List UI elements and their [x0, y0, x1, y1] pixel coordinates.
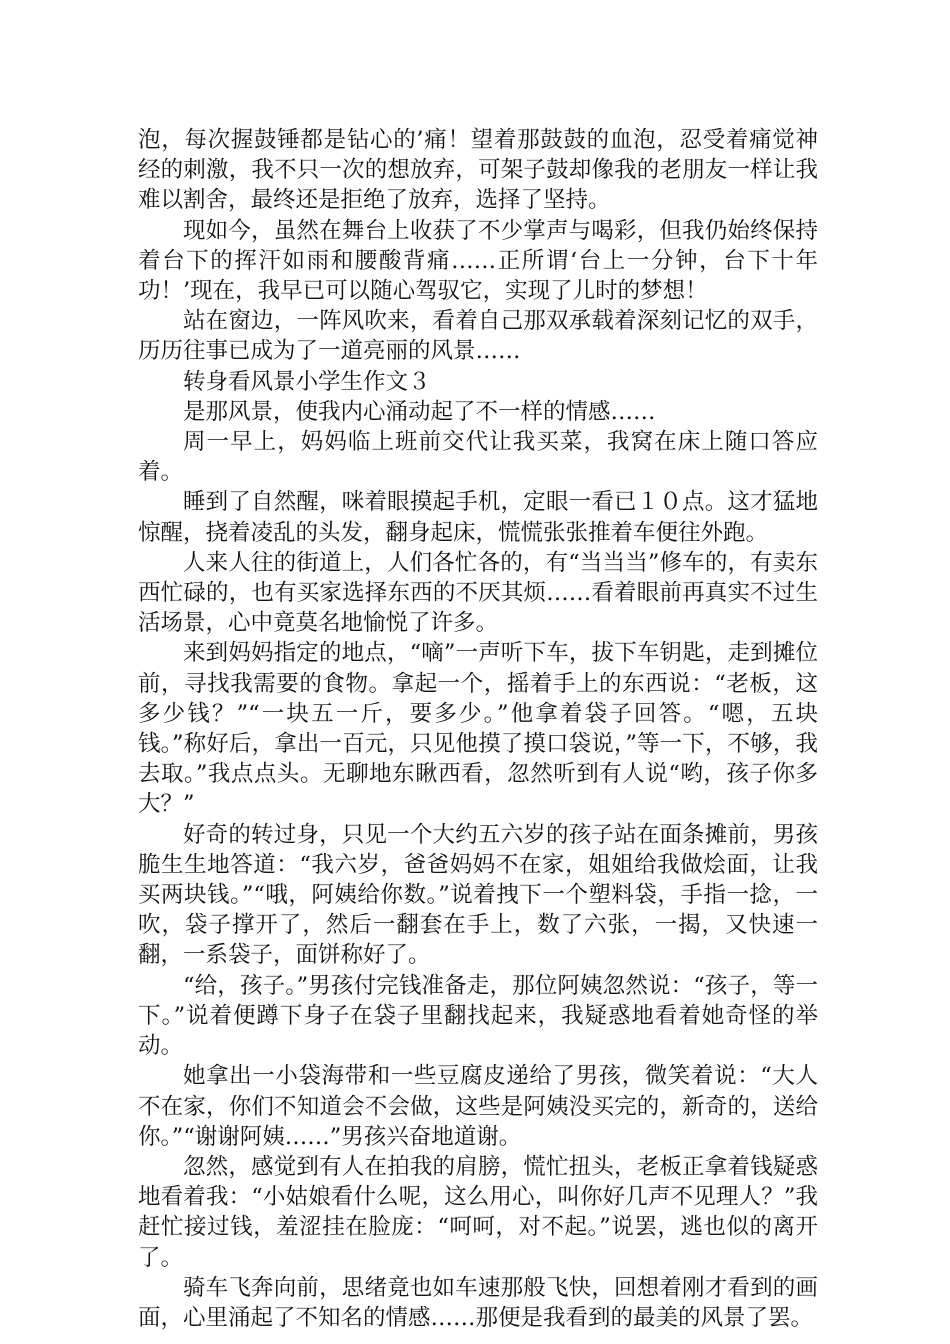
paragraph: 人来人往的街道上，人们各忙各的，有“当当当”修车的，有卖东西忙碌的，也有买家选择东西的不厌其烦……看着眼前再真实不过生活场景，心中竟莫名地愉悦了许多。	[138, 549, 818, 637]
paragraph: 忽然，感觉到有人在拍我的肩膀，慌忙扭头，老板正拿着钱疑惑地看着我：“小姑娘看什么呢，这么用心，叫你好几声不见理人？”我赶忙接过钱，羞涩挂在脸庞：“呵呵，对不起。”说罢，逃也似的离开了。	[138, 1153, 818, 1271]
paragraph-continued: 泡，每次握鼓锤都是钻心的’痛！望着那鼓鼓的血泡，忍受着痛觉神经的刺激，我不只一次的想放弃，可架子鼓却像我的老朋友一样让我难以割舍，最终还是拒绝了放弃，选择了坚持。	[138, 127, 818, 214]
paragraph: 周一早上，妈妈临上班前交代让我买菜，我窝在床上随口答应着。	[138, 429, 818, 486]
document-page	[138, 125, 818, 1333]
paragraph: 睡到了自然醒，咪着眼摸起手机，定眼一看已１０点。这才猛地惊醒，挠着凌乱的头发，翻身起床，慌慌张张推着车便往外跑。	[138, 489, 818, 546]
paragraph: 来到妈妈指定的地点，“嘀”一声听下车，拔下车钥匙，走到摊位前，寻找我需要的食物。拿起一个，摇着手上的东西说：“老板，这多少钱？”“一块五一斤，要多少。”他拿着袋子回答。“嗯，五块钱。”称好后，拿出一百元，只见他摸了摸口袋说，”等一下，不够，我去取。”我点点头。无聊地东瞅西看，忽然听到有人说“哟，孩子你多大？”	[138, 640, 818, 818]
paragraph: “给，孩子。”男孩付完钱准备走，那位阿姨忽然说：“孩子，等一下。”说着便蹲下身子在袋子里翻找起来，我疑惑地看着她奇怪的举动。	[138, 972, 818, 1060]
paragraph: 骑车飞奔向前，思绪竟也如车速那般飞快，回想着刚才看到的画面，心里涌起了不知名的情感……那便是我看到的最美的风景了罢。	[138, 1274, 818, 1331]
paragraph: 现如今，虽然在舞台上收获了不少掌声与喝彩，但我仍始终保持着台下的挥汗如雨和腰酸背痛……正所谓‘台上一分钟，台下十年功！’现在，我早已可以随心驾驭它，实现了儿时的梦想！	[138, 217, 818, 305]
paragraph: 是那风景，使我内心涌动起了不一样的情感……	[183, 398, 656, 425]
paragraph: 站在窗边，一阵风吹来，看着自己那双承载着深刻记忆的双手，历历往事已成为了一道亮丽的风景……	[138, 308, 818, 365]
paragraph: 她拿出一小袋海带和一些豆腐皮递给了男孩，微笑着说：“大人不在家，你们不知道会不会做，这些是阿姨没买完的，新奇的，送给你。”“谢谢阿姨……”男孩兴奋地道谢。	[138, 1063, 818, 1150]
essay-heading: 转身看风景小学生作文３	[183, 368, 431, 395]
paragraph: 好奇的转过身，只见一个大约五六岁的孩子站在面条摊前，男孩脆生生地答道：“我六岁，爸爸妈妈不在家，姐姐给我做烩面，让我买两块钱。”“哦，阿姨给你数。”说着拽下一个塑料袋，手指一捻，一吹，袋子撑开了，然后一翻套在手上，数了六张，一揭，又快速一翻，一系袋子，面饼称好了。	[138, 821, 818, 969]
